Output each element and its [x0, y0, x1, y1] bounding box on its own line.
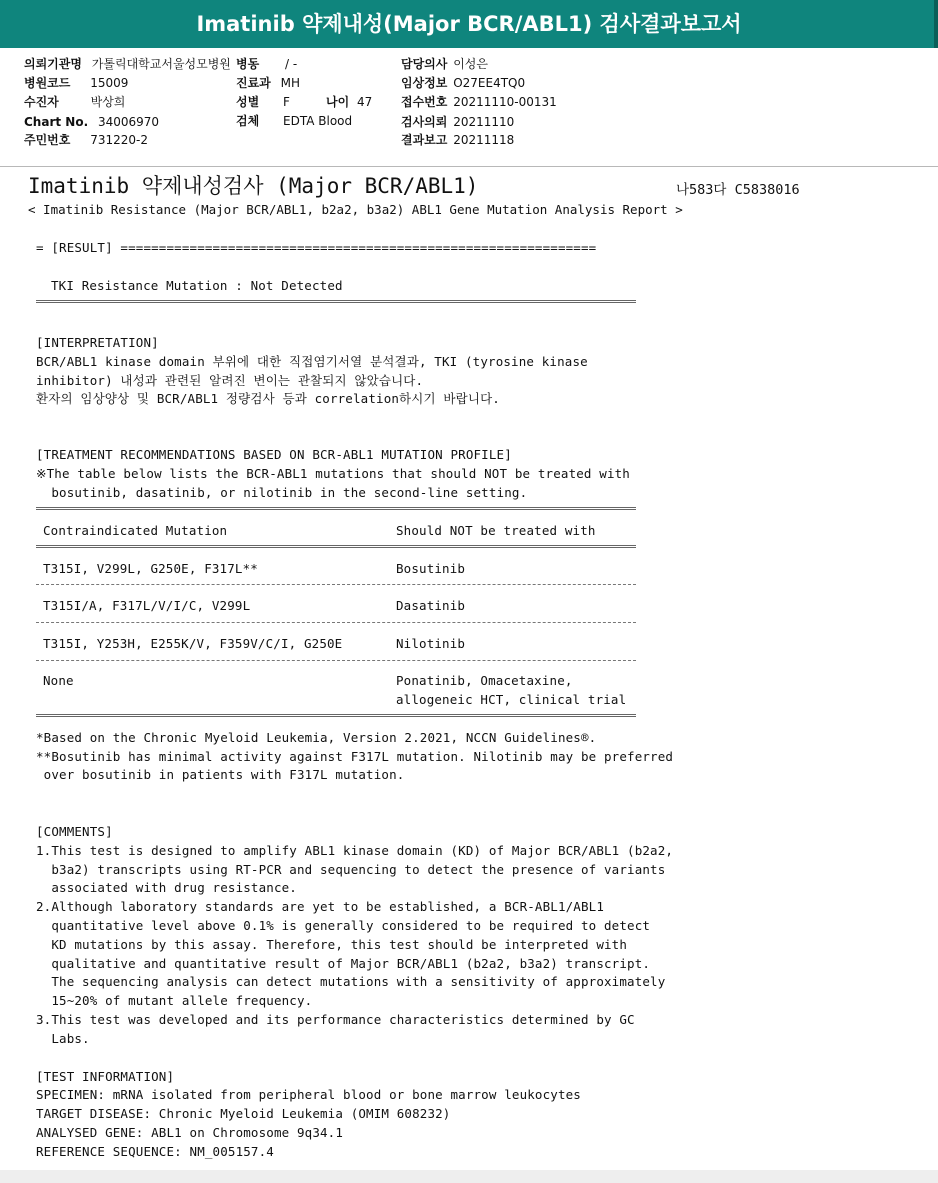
- department-value: MH: [280, 76, 300, 90]
- report-banner: [0, 0, 938, 48]
- receipt-no-value: 20211110-00131: [453, 95, 557, 109]
- test-info-header: [TEST INFORMATION]: [36, 1069, 175, 1084]
- mutation-cell: T315I, V299L, G250E, F317L**: [43, 561, 258, 576]
- mutation-cell: T315I/A, F317L/V/I/C, V299L: [43, 598, 251, 613]
- comment-line: 15~20% of mutant allele frequency.: [36, 993, 313, 1008]
- page-bottom-bar: [0, 1170, 938, 1183]
- comment-line: KD mutations by this assay. Therefore, this test should be interpreted with: [36, 937, 628, 952]
- specimen-field: [236, 114, 352, 129]
- test-info-line: REFERENCE SEQUENCE: NM_005157.4: [36, 1144, 274, 1159]
- age-label: 나이: [326, 95, 350, 109]
- comment-line: associated with drug resistance.: [36, 880, 297, 895]
- receipt-no-label: 접수번호: [401, 95, 448, 109]
- patient-info-block: [0, 48, 938, 167]
- drug-cell: Dasatinib: [396, 598, 466, 613]
- request-date-value: 20211110: [453, 115, 515, 129]
- specimen-value: EDTA Blood: [283, 114, 353, 128]
- table-header-rule: [36, 545, 636, 548]
- interpretation-header: [INTERPRETATION]: [36, 335, 159, 350]
- specimen-label: 검체: [236, 114, 260, 128]
- request-date-field: [401, 115, 514, 130]
- age-value: 47: [357, 95, 373, 109]
- physician-value: 이성은: [453, 57, 488, 71]
- institution-label: 의뢰기관명: [24, 57, 82, 71]
- test-info-line: SPECIMEN: mRNA isolated from peripheral blood or bone marrow leukocytes: [36, 1087, 581, 1102]
- patient-label: 수진자: [24, 95, 59, 109]
- physician-field: [401, 57, 488, 72]
- patient-value: 박상희: [90, 95, 126, 109]
- hospital-code-field: [24, 76, 128, 91]
- footnote: over bosutinib in patients with F317L mutation.: [36, 767, 405, 782]
- mutation-cell: None: [43, 673, 74, 688]
- comment-line: Labs.: [36, 1031, 90, 1046]
- drug-cell: Nilotinib: [396, 636, 466, 651]
- result-line: TKI Resistance Mutation : Not Detected: [51, 278, 343, 293]
- table-bottom-rule: [36, 714, 636, 717]
- footnote: *Based on the Chronic Myeloid Leukemia, Version 2.2021, NCCN Guidelines®.: [36, 730, 597, 745]
- chart-no-value: 34006970: [97, 115, 160, 129]
- result-header: = [RESULT] ==============================================================: [36, 240, 597, 255]
- interpretation-line: inhibitor) 내성과 관련된 알려진 변이는 관찰되지 않았습니다.: [36, 373, 424, 388]
- treatment-note-line: bosutinib, dasatinib, or nilotinib in the second-line setting.: [36, 485, 528, 500]
- comments-header: [COMMENTS]: [36, 824, 113, 839]
- chart-no-label: Chart No.: [24, 115, 89, 129]
- column-header-mutation: Contraindicated Mutation: [43, 523, 228, 538]
- test-info-line: ANALYSED GENE: ABL1 on Chromosome 9q34.1: [36, 1125, 344, 1140]
- clinical-info-value: O27EE4TQ0: [453, 76, 526, 90]
- report-title: Imatinib 약제내성검사 (Major BCR/ABL1): [28, 174, 479, 198]
- hospital-code-label: 병원코드: [24, 76, 71, 90]
- row-divider: [36, 584, 636, 585]
- department-field: [236, 76, 300, 91]
- drug-cell-continued: allogeneic HCT, clinical trial: [396, 692, 627, 707]
- request-date-label: 검사의뢰: [401, 115, 448, 129]
- comment-line: 3.This test was developed and its performance characteristics determined by GC: [36, 1012, 635, 1027]
- comment-line: 1.This test is designed to amplify ABL1 kinase domain (KD) of Major BCR/ABL1 (b2a2,: [36, 843, 674, 858]
- clinical-info-label: 임상정보: [401, 76, 448, 90]
- sex-label: 성별: [236, 95, 260, 109]
- row-divider: [36, 622, 636, 623]
- resident-no-field: [24, 133, 148, 148]
- clinical-info-field: [401, 76, 525, 91]
- comment-line: 2.Although laboratory standards are yet to be established, a BCR-ABL1/ABL1: [36, 899, 604, 914]
- comment-line: b3a2) transcripts using RT-PCR and sequencing to detect the presence of variants: [36, 862, 666, 877]
- report-subtitle: < Imatinib Resistance (Major BCR/ABL1, b2a2, b3a2) ABL1 Gene Mutation Analysis Report >: [28, 202, 683, 217]
- treatment-note-line: ※The table below lists the BCR-ABL1 mutations that should NOT be treated with: [36, 466, 630, 481]
- institution-field: [24, 57, 231, 72]
- table-top-rule: [36, 507, 636, 510]
- comment-line: qualitative and quantitative result of Major BCR/ABL1 (b2a2, b3a2) transcript.: [36, 956, 651, 971]
- age-field: [326, 95, 372, 110]
- ward-value: / -: [285, 57, 298, 71]
- department-label: 진료과: [236, 76, 271, 90]
- chart-no-field: [24, 115, 159, 130]
- sex-field: [236, 95, 290, 110]
- treatment-header: [TREATMENT RECOMMENDATIONS BASED ON BCR-ABL1 MUTATION PROFILE]: [36, 447, 512, 462]
- hospital-code-value: 15009: [90, 76, 129, 90]
- receipt-no-field: [401, 95, 557, 110]
- test-info-line: TARGET DISEASE: Chronic Myeloid Leukemia (OMIM 608232): [36, 1106, 451, 1121]
- interpretation-line: 환자의 임상양상 및 BCR/ABL1 정량검사 등과 correlation하시기 바랍니다.: [36, 391, 500, 406]
- resident-no-label: 주민번호: [24, 133, 71, 147]
- patient-field: [24, 95, 125, 110]
- result-divider: [36, 300, 636, 303]
- ward-field: [236, 57, 297, 72]
- physician-label: 담당의사: [401, 57, 448, 71]
- interpretation-line: BCR/ABL1 kinase domain 부위에 대한 직접염기서열 분석결과, TKI (tyrosine kinase: [36, 354, 588, 369]
- report-code: 나583다 C5838016: [676, 182, 800, 198]
- ward-label: 병동: [236, 57, 260, 71]
- comment-line: The sequencing analysis can detect mutations with a sensitivity of approximately: [36, 974, 666, 989]
- institution-value: 가톨릭대학교서울성모병원: [91, 57, 231, 71]
- banner-edge: [934, 0, 938, 48]
- resident-no-value: 731220-2: [90, 133, 148, 147]
- row-divider: [36, 660, 636, 661]
- report-date-field: [401, 133, 514, 148]
- footnote: **Bosutinib has minimal activity against F317L mutation. Nilotinib may be preferred: [36, 749, 674, 764]
- drug-cell: Ponatinib, Omacetaxine,: [396, 673, 573, 688]
- banner-title: Imatinib 약제내성(Major BCR/ABL1) 검사결과보고서: [196, 12, 742, 36]
- drug-cell: Bosutinib: [396, 561, 466, 576]
- column-header-drug: Should NOT be treated with: [396, 523, 596, 538]
- report-date-value: 20211118: [453, 133, 515, 147]
- sex-value: F: [283, 95, 290, 109]
- comment-line: quantitative level above 0.1% is generally considered to be required to detect: [36, 918, 651, 933]
- report-date-label: 결과보고: [401, 133, 448, 147]
- mutation-cell: T315I, Y253H, E255K/V, F359V/C/I, G250E: [43, 636, 343, 651]
